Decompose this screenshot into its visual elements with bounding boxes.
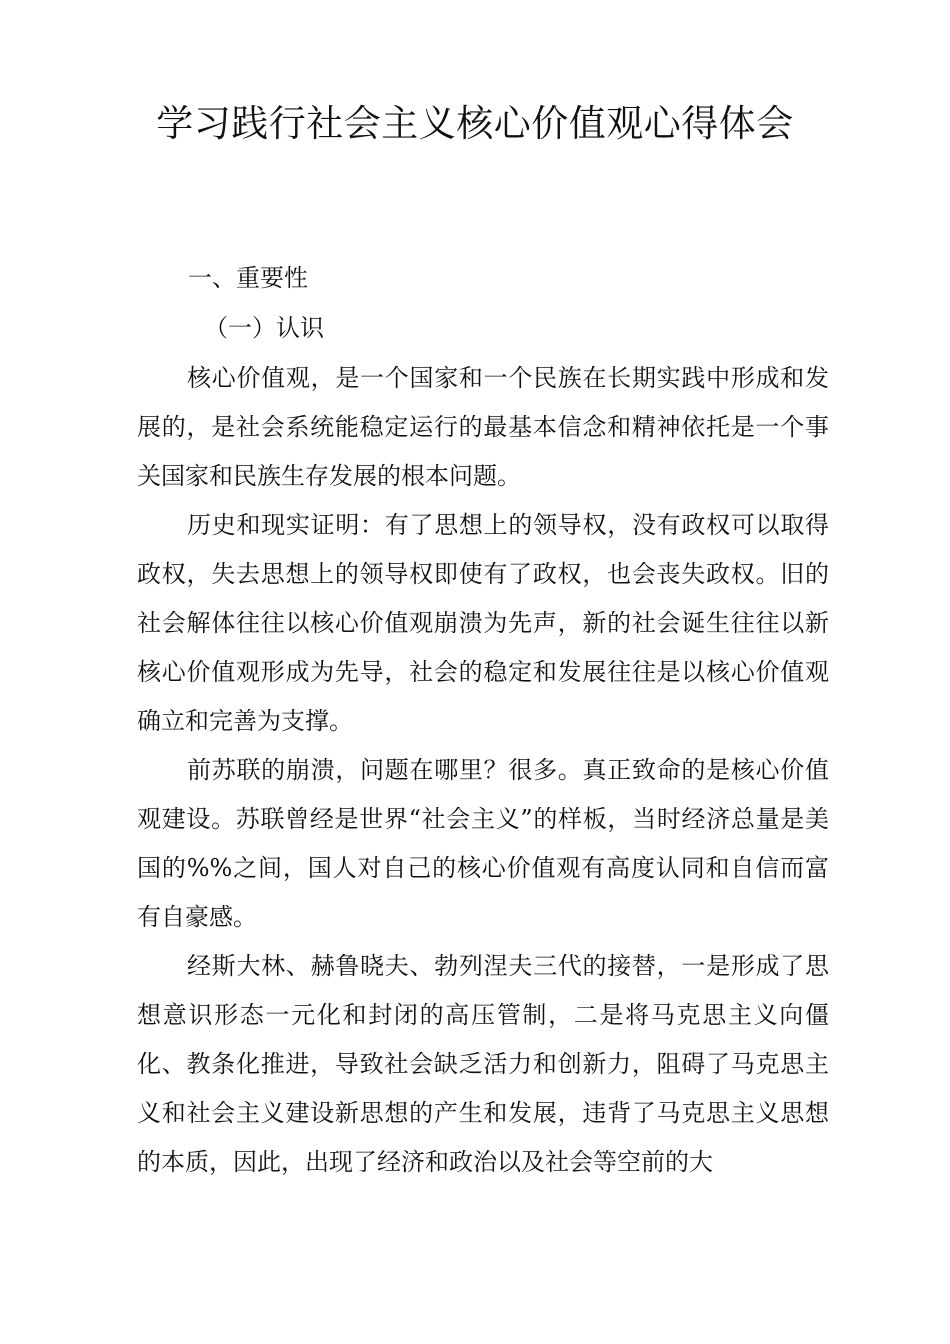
paragraph: 经斯大林、赫鲁晓夫、勃列涅夫三代的接替，一是形成了思想意识形态一元化和封闭的高压管制，二是将马克思主义向僵化、教条化推进，导致社会缺乏活力和创新力，阻碍了马克思主义和社会主义建设新思想的产生和发展，违背了马克思主义思想的本质，因此，出现了经济和政治以及社会等空前的大 <box>137 952 829 1176</box>
section-heading-importance: 一、重要性 <box>188 264 308 292</box>
document-title: 学习践行社会主义核心价值观心得体会 <box>156 102 794 145</box>
document-body <box>137 354 829 1187</box>
paragraph: 核心价值观，是一个国家和一个民族在长期实践中形成和发展的，是社会系统能稳定运行的最基本信念和精神依托是一个事关国家和民族生存发展的根本问题。 <box>137 364 829 490</box>
paragraph: 历史和现实证明：有了思想上的领导权，没有政权可以取得政权，失去思想上的领导权即使有了政权，也会丧失政权。旧的社会解体往往以核心价值观崩溃为先声，新的社会诞生往往以新核心价值观形成为先导，社会的稳定和发展往往是以核心价值观确立和完善为支撑。 <box>137 511 829 735</box>
subsection-heading-understanding: （一）认识 <box>204 314 324 342</box>
paragraph: 前苏联的崩溃，问题在哪里？很多。真正致命的是核心价值观建设。苏联曾经是世界“社会主义”的样板，当时经济总量是美国的%%之间，国人对自己的核心价值观有高度认同和自信而富有自豪感。 <box>137 756 829 931</box>
